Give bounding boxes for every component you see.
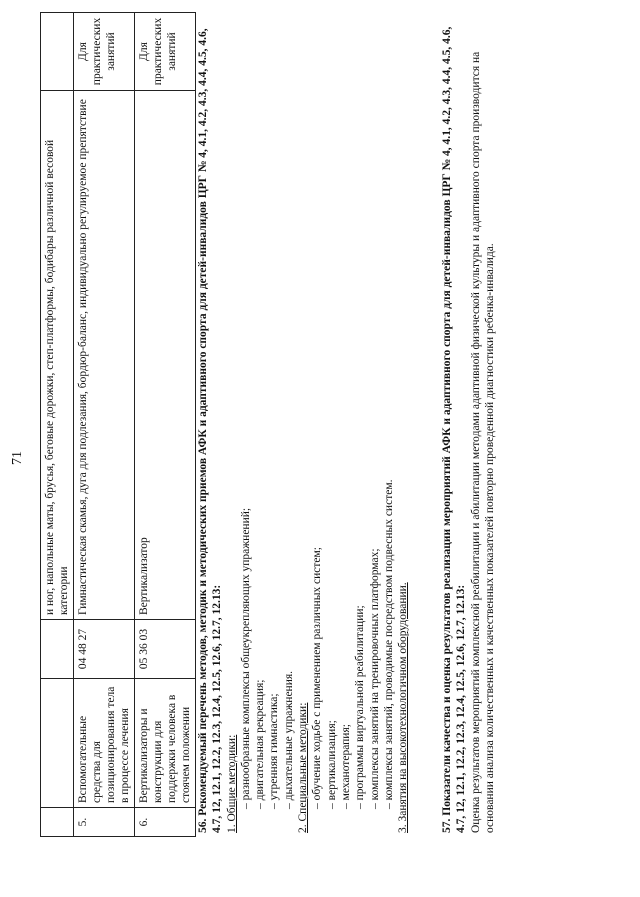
row-code [41,620,74,679]
table-row [74,13,135,837]
row-number [41,808,74,837]
list-item: – утренняя гимнастика; [268,693,281,809]
row-name [41,679,74,808]
list-item: – двигательная рекреация; [254,679,267,809]
row-code: 05 36 03 [135,620,196,679]
table-row [41,13,74,837]
list-item: – комплексы занятий на тренировочных платформах; [368,548,381,809]
section-56-heading: 56. Рекомендуемый перечень методов, методик и методических приемов АФК и адаптивного спорта для детей-инвалидов ЦРГ № 4, 4.1, 4.2, 4.3, 4.4, 4.5, 4.6, 4.7, 12, 12.1, 12.2, 12.3, 12.4, 12.5, 12.6, 12.7, 12.13: [197,28,224,833]
row-number: 5. [74,808,135,837]
list-item: – обучение ходьбе с применением различных систем; [311,546,324,809]
row-equipment: и ног, напольные маты, брусья, беговые дорожки, степ-платформы, бодибары различной весовой категории [41,91,74,620]
row-purpose [41,13,74,91]
special-methods-heading: 2. Специальные методики: [297,702,310,833]
high-tech-heading: 3. Занятия на высокотехнологичном оборудовании. [397,582,410,833]
row-equipment: Гимнастическая скамья, дуга для подлезания, бордюр-баланс, индивидуально регулируемое препятствие [74,91,135,620]
equipment-table [40,12,196,837]
row-equipment: Вертикализатор [135,91,196,620]
page-number: 71 [10,451,25,465]
table-row [135,13,196,837]
general-methods-heading: 1. Общие методики: [225,734,238,833]
section-57 [440,21,497,833]
list-item: – механотерапия; [339,724,352,809]
row-purpose: Для практических занятий [74,13,135,91]
section-56 [196,21,410,833]
row-number: 6. [135,808,196,837]
row-purpose: Для практических занятий [135,13,196,91]
list-item: – программы виртуальной реабилитации; [354,605,367,809]
row-name: Вертикализаторы и конструкции для поддержки человека в стоячем положении [135,679,196,808]
row-code: 04 48 27 [74,620,135,679]
list-item: – комплексы занятий, проводимые посредством подвесных систем. [382,479,395,809]
row-name: Вспомогательные средства для позиционирования тела в процессе лечения [74,679,135,808]
list-item: – вертикализация; [325,720,338,809]
section-57-heading: 57. Показатели качества и оценка результатов реализации мероприятий АФК и адаптивного спорта для детей-инвалидов ЦРГ № 4, 4.1, 4.2, 4.3, 4.4, 4.5, 4.6, 4.7, 12, 12.1, 12.2, 12.3, 12.4, 12.5, 12.6, 12.7, 12.13: [441,26,468,833]
section-57-text: Оценка результатов мероприятий комплексной реабилитации и абилитации методами адаптивной физической культуры и адаптивного спорта производится на основании анализа количественных и качественных показателей повторно проведенной диагностики ребенка-инвалида. [469,51,496,833]
list-item: – разнообразные комплексы общеукрепляющих упражнений; [239,507,252,809]
list-item: – дыхательные упражнения. [282,670,295,809]
